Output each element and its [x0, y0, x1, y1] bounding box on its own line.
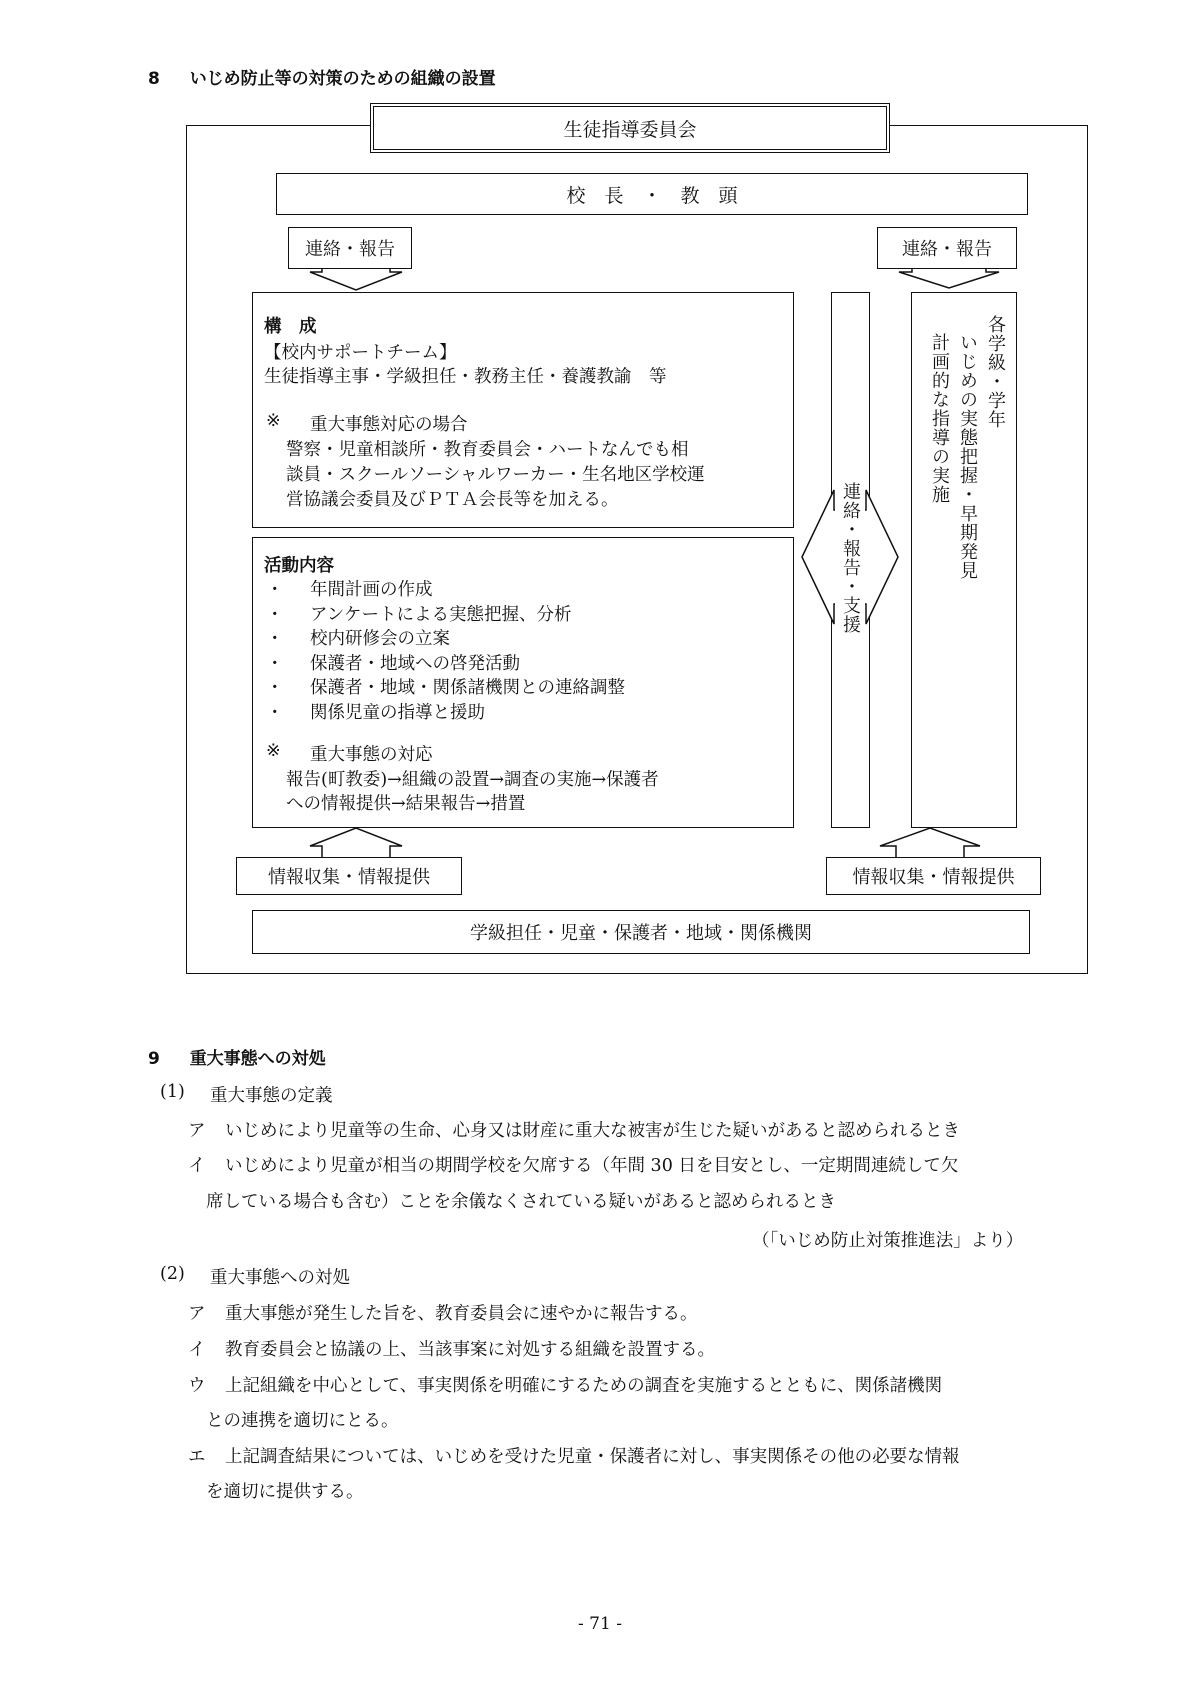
committee-title-box	[370, 103, 890, 153]
list-item-mark: エ	[188, 1447, 206, 1467]
activity-item: 関係児童の指導と援助	[310, 702, 485, 723]
activity-item: アンケートによる実態把握、分析	[310, 604, 572, 625]
composition-note-mark: ※	[266, 411, 281, 431]
activities-note-mark: ※	[266, 741, 281, 761]
principal-label: 校 長 ・ 教 頭	[566, 184, 738, 207]
activities-note-title: 重大事態の対応	[310, 745, 433, 765]
activity-item: 年間計画の作成	[310, 580, 433, 600]
info-exchange-left	[236, 857, 462, 895]
composition-box	[252, 292, 794, 528]
list-item-mark: イ	[188, 1156, 206, 1176]
contact-report-right-label: 連絡・報告	[902, 239, 992, 260]
section9-title: 重大事態への対処	[189, 1049, 326, 1069]
section8-number: 8	[148, 69, 160, 89]
list-item-text: との連携を適切にとる。	[206, 1411, 399, 1431]
section9-heading	[148, 1044, 326, 1069]
section9-number: 9	[148, 1049, 160, 1069]
list-item-mark: ア	[188, 1304, 206, 1324]
section8-heading	[148, 64, 496, 89]
activity-bullet: ・	[266, 629, 284, 649]
list-item-mark: イ	[188, 1340, 206, 1360]
page-number: - 71 -	[578, 1614, 622, 1634]
committee-title: 生徒指導委員会	[563, 118, 697, 141]
activity-item: 保護者・地域への啓発活動	[310, 653, 520, 674]
activity-bullet: ・	[266, 604, 284, 625]
composition-note-line: 警察・児童相談所・教育委員会・ハートなんでも相	[286, 440, 689, 460]
stakeholders-label: 学級担任・児童・保護者・地域・関係機関	[470, 923, 812, 944]
activity-item: 校内研修会の立案	[310, 629, 450, 649]
list-item-text: 教育委員会と協議の上、当該事案に対処する組織を設置する。	[225, 1340, 715, 1360]
subsection2-title: 重大事態への対処	[210, 1268, 350, 1288]
subsection1-title: 重大事態の定義	[210, 1086, 333, 1106]
activities-box	[252, 537, 794, 828]
composition-note-line: 営協議会委員及びＰＴＡ会長等を加える。	[286, 490, 619, 510]
class-grade-box	[911, 292, 1017, 828]
bullying-detection-label: いじめの実態把握・早期発見	[957, 333, 978, 580]
list-item-text: 席している場合も含む）ことを余儀なくされている疑いがあると認められるとき	[206, 1192, 836, 1212]
source-note: （「いじめ防止対策推進法」より）	[752, 1231, 1024, 1251]
info-exchange-right	[826, 857, 1041, 895]
stakeholders-box	[252, 910, 1030, 954]
composition-note-line: 談員・スクールソーシャルワーカー・生名地区学校運	[286, 465, 705, 485]
activities-note-line: への情報提供→結果報告→措置	[286, 794, 526, 814]
class-grade-label: 各学級・学年	[985, 315, 1006, 429]
composition-note-title: 重大事態対応の場合	[310, 415, 468, 435]
list-item-text: 上記調査結果については、いじめを受けた児童・保護者に対し、事実関係その他の必要な情報	[225, 1447, 960, 1467]
list-item-mark: ア	[188, 1121, 206, 1141]
composition-heading: 構 成	[264, 317, 317, 337]
section8-title: いじめ防止等の対策のための組織の設置	[189, 69, 496, 89]
arrow-up-right-icon	[0, 0, 1, 1]
subsection1-label: (1)	[160, 1082, 185, 1102]
info-exchange-right-label: 情報収集・情報提供	[852, 867, 1015, 888]
activities-note-line: 報告(町教委)→組織の設置→調査の実施→保護者	[286, 770, 659, 790]
activity-item: 保護者・地域・関係諸機関との連絡調整	[310, 678, 625, 698]
list-item-text: いじめにより児童が相当の期間学校を欠席する（年間 30 日を目安とし、一定期間連続して欠	[225, 1156, 959, 1176]
planned-guidance-label: 計画的な指導の実施	[929, 333, 950, 504]
activity-bullet: ・	[266, 702, 284, 723]
list-item-text: を適切に提供する。	[206, 1482, 364, 1502]
list-item-text: いじめにより児童等の生命、心身又は財産に重大な被害が生じた疑いがあると認められるとき	[225, 1121, 960, 1141]
list-item-text: 重大事態が発生した旨を、教育委員会に速やかに報告する。	[225, 1304, 698, 1324]
principal-box	[276, 173, 1028, 215]
list-item-mark: ウ	[188, 1376, 206, 1396]
middle-column-label: 連絡・報告・支援	[835, 468, 865, 648]
contact-report-left-label: 連絡・報告	[305, 239, 395, 260]
contact-report-left	[288, 227, 412, 269]
activity-bullet: ・	[266, 580, 284, 600]
subsection2-label: (2)	[160, 1264, 185, 1284]
activity-bullet: ・	[266, 653, 284, 674]
composition-team: 【校内サポートチーム】	[264, 343, 457, 363]
activity-bullet: ・	[266, 678, 284, 698]
info-exchange-left-label: 情報収集・情報提供	[268, 867, 430, 888]
composition-members: 生徒指導主事・学級担任・教務主任・養護教諭 等	[264, 367, 667, 387]
list-item-text: 上記組織を中心として、事実関係を明確にするための調査を実施するとともに、関係諸機関	[225, 1376, 943, 1396]
activities-heading: 活動内容	[264, 556, 334, 576]
contact-report-right	[877, 227, 1017, 269]
